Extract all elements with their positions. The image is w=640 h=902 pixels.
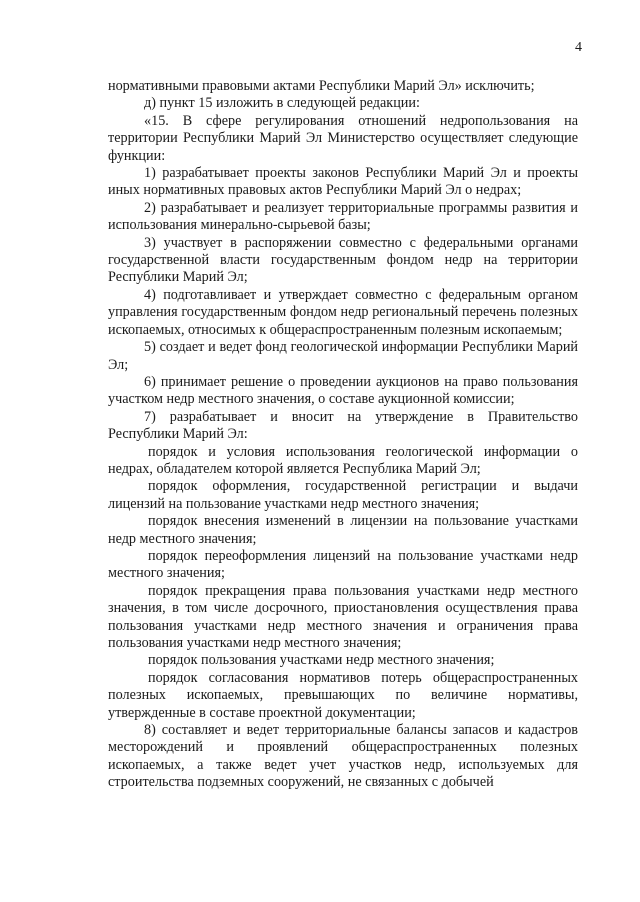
paragraph: 3) участвует в распоряжении совместно с федеральными органами государственной власти государственным фондом недр на территории Республики Марий Эл;	[108, 234, 578, 286]
list-item: порядок внесения изменений в лицензии на пользование участками недр местного значения;	[108, 513, 578, 547]
paragraph: 7) разрабатывает и вносит на утверждение в Правительство Республики Марий Эл:	[108, 408, 578, 443]
paragraph: нормативными правовыми актами Республики Марий Эл» исключить;	[108, 78, 535, 94]
list-item: порядок прекращения права пользования участками недр местного значения, в том числе досрочного, приостановления осуществления права пользования участками недр местного значения и ограничения права пользования участками недр местного значения;	[108, 582, 578, 651]
page-number: 4	[575, 40, 582, 55]
list-item: порядок пользования участками недр местного значения;	[148, 652, 495, 669]
paragraph: 2) разрабатывает и реализует территориальные программы развития и использования минерально-сырьевой базы;	[108, 199, 578, 234]
paragraph: д) пункт 15 изложить в следующей редакции:	[144, 95, 420, 112]
list-item: порядок переоформления лицензий на пользование участками недр местного значения;	[108, 547, 578, 582]
paragraph: «15. В сфере регулирования отношений недропользования на территории Республики Марий Эл Министерство осуществляет следующие функции:	[108, 112, 578, 164]
paragraph: 5) создает и ведет фонд геологической информации Республики Марий Эл;	[108, 339, 578, 373]
document-body	[108, 78, 578, 792]
paragraph: 1) разрабатывает проекты законов Республики Марий Эл и проекты иных нормативных правовых актов Республики Марий Эл о недрах;	[108, 165, 578, 199]
list-item: порядок оформления, государственной регистрации и выдачи лицензий на пользование участками недр местного значения;	[108, 478, 578, 512]
paragraph: 4) подготавливает и утверждает совместно с федеральным органом управления государственным фондом недр региональный перечень полезных ископаемых, относимых к общераспространенным полезным ископаемым;	[108, 286, 578, 338]
list-item: порядок согласования нормативов потерь общераспространенных полезных ископаемых, превышающих по величине нормативы, утвержденные в составе проектной документации;	[108, 669, 578, 721]
list-item: порядок и условия использования геологической информации о недрах, обладателем которой является Республика Марий Эл;	[108, 443, 578, 477]
paragraph: 6) принимает решение о проведении аукционов на право пользования участком недр местного значения, о составе аукционной комиссии;	[108, 373, 578, 408]
paragraph: 8) составляет и ведет территориальные балансы запасов и кадастров месторождений и проявлений общераспространенных полезных ископаемых, а также ведет учет участков недр, используемых для строительства подземных сооружений, не связанных с добычей	[108, 722, 578, 791]
